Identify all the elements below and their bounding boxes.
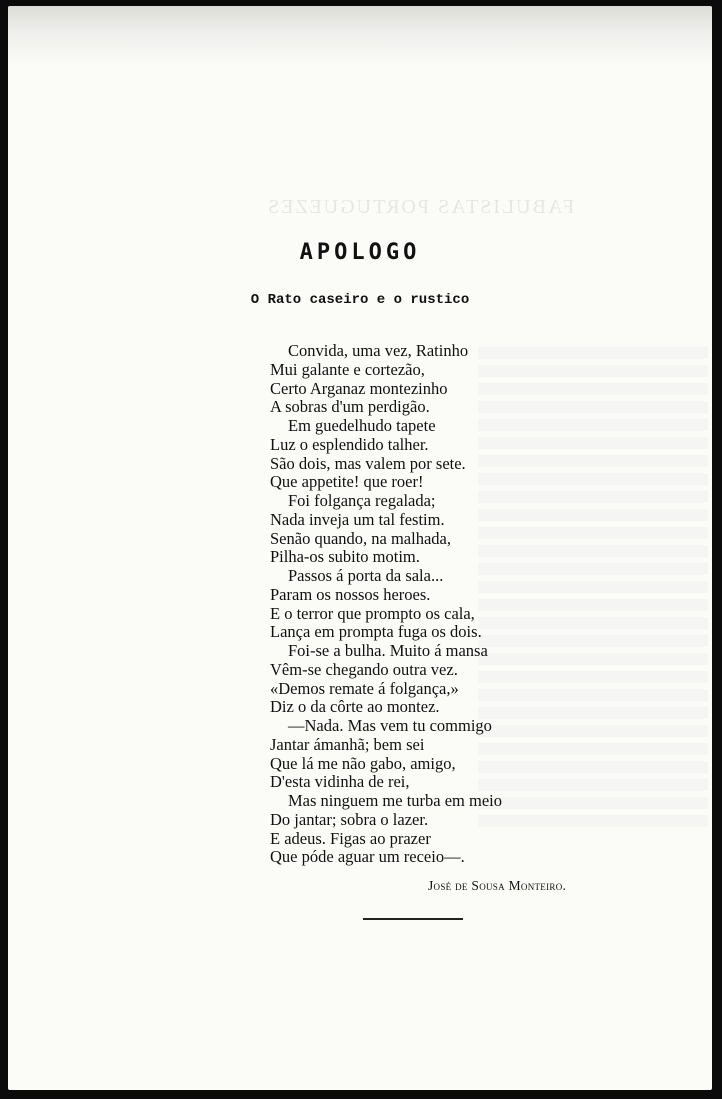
poem-line: A sobras d'um perdigão. <box>270 397 430 417</box>
author-signature: José de Sousa Monteiro. <box>428 878 567 893</box>
poem-line: Que appetite! que roer! <box>270 472 424 492</box>
poem-line: Convida, uma vez, Ratinho <box>288 341 469 360</box>
poem-line: Lança em prompta fuga os dois. <box>270 622 482 642</box>
poem-subtitle: O Rato caseiro e o rustico <box>250 292 470 308</box>
poem-line: Foi folgança regalada; <box>288 491 436 510</box>
bleed-through-header: FABULISTAS PORTUGUEZES <box>266 196 575 218</box>
poem-line: D'esta vidinha de rei, <box>270 772 410 792</box>
poem-line: Nada inveja um tal festim. <box>270 509 445 529</box>
poem-line: Luz o esplendido talher. <box>270 434 429 454</box>
poem-line: Do jantar; sobra o lazer. <box>270 809 429 829</box>
scan-shadow <box>8 6 712 66</box>
poem-line: Passos á porta da sala... <box>288 566 444 585</box>
poem-line: Certo Arganaz montezinho <box>270 378 448 398</box>
poem-line: Vêm-se chegando outra vez. <box>270 659 458 679</box>
poem-line: Jantar ámanhã; bem sei <box>270 734 425 754</box>
poem-line: E adeus. Figas ao prazer <box>270 828 431 848</box>
poem-title: APOLOGO <box>299 240 421 265</box>
poem-body <box>270 342 502 867</box>
poem-line: Em guedelhudo tapete <box>288 416 436 435</box>
poem-line: Param os nossos heroes. <box>270 584 431 604</box>
poem-line: «Demos remate á folgança,» <box>270 678 459 698</box>
poem-line: E o terror que prompto os cala, <box>270 603 475 623</box>
poem-line: Que lá me não gabo, amigo, <box>270 753 456 773</box>
document-page <box>8 6 712 1090</box>
poem-line: Mas ninguem me turba em meio <box>288 791 502 810</box>
poem-line: Que póde aguar um receio—. <box>270 847 465 867</box>
poem-line: Senão quando, na malhada, <box>270 528 451 548</box>
poem-line: Mui galante e cortezão, <box>270 359 425 379</box>
poem-line: —Nada. Mas vem tu commigo <box>288 716 492 735</box>
poem-line: Foi-se a bulha. Muito á mansa <box>288 641 488 660</box>
poem-line: Diz o da côrte ao montez. <box>270 697 440 717</box>
bleed-through-text <box>478 341 708 833</box>
poem-line: São dois, mas valem por sete. <box>270 453 466 473</box>
closing-rule <box>363 918 463 920</box>
poem-line: Pilha-os subito motim. <box>270 547 420 567</box>
